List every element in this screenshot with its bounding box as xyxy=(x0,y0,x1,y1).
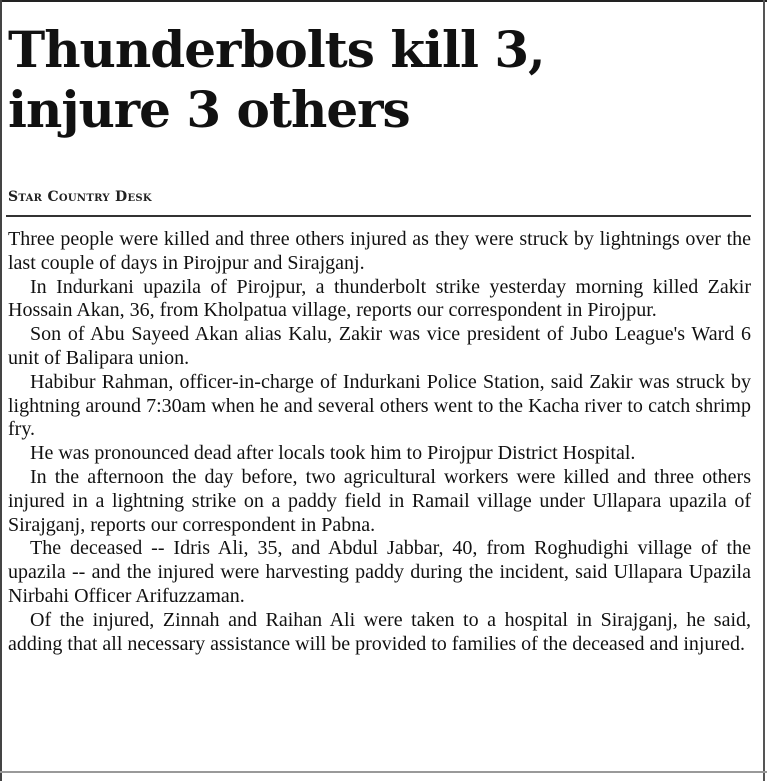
headline-line-2: injure 3 others xyxy=(8,80,410,139)
paragraph-7: The deceased -- Idris Ali, 35, and Abdul Jabbar, 40, from Roghudighi village of the upazila -- and the injured were harvesting paddy during the incident, said Ullapara Upazila Nirbahi Officer Arifuzzaman. xyxy=(8,537,751,607)
paragraph-5: He was pronounced dead after locals took him to Pirojpur District Hospital. xyxy=(30,442,636,465)
right-border xyxy=(763,0,765,781)
bottom-border xyxy=(0,771,767,773)
headline-line-1: Thunderbolts kill 3, xyxy=(8,20,545,79)
article-body xyxy=(8,228,751,656)
paragraph-2: In Indurkani upazila of Pirojpur, a thunderbolt strike yesterday morning killed Zakir Hossain Akan, 36, from Kholpatua village, reports our correspondent in Pirojpur. xyxy=(8,275,751,322)
paragraph-1: Three people were killed and three others injured as they were struck by lightnings over the last couple of days in Pirojpur and Sirajganj. xyxy=(8,228,751,274)
paragraph-6: In the afternoon the day before, two agricultural workers were killed and three others injured in a lightning strike on a paddy field in Ramail village under Ullapara upazila of Sirajganj, reports our correspondent in Pabna. xyxy=(8,465,751,536)
paragraph-3: Son of Abu Sayeed Akan alias Kalu, Zakir was vice president of Jubo League's Ward 6 unit of Balipara union. xyxy=(8,323,751,369)
left-border xyxy=(0,0,2,781)
paragraph-4: Habibur Rahman, officer-in-charge of Indurkani Police Station, said Zakir was struck by lightning around 7:30am when he and several others went to the Kacha river to catch shrimp fry. xyxy=(8,370,751,441)
headline xyxy=(8,20,758,140)
top-border xyxy=(0,0,767,2)
byline: Star Country Desk xyxy=(8,189,152,205)
byline-divider xyxy=(6,215,751,217)
paragraph-8: Of the injured, Zinnah and Raihan Ali were taken to a hospital in Sirajganj, he said, adding that all necessary assistance will be provided to families of the deceased and injured. xyxy=(8,608,751,655)
